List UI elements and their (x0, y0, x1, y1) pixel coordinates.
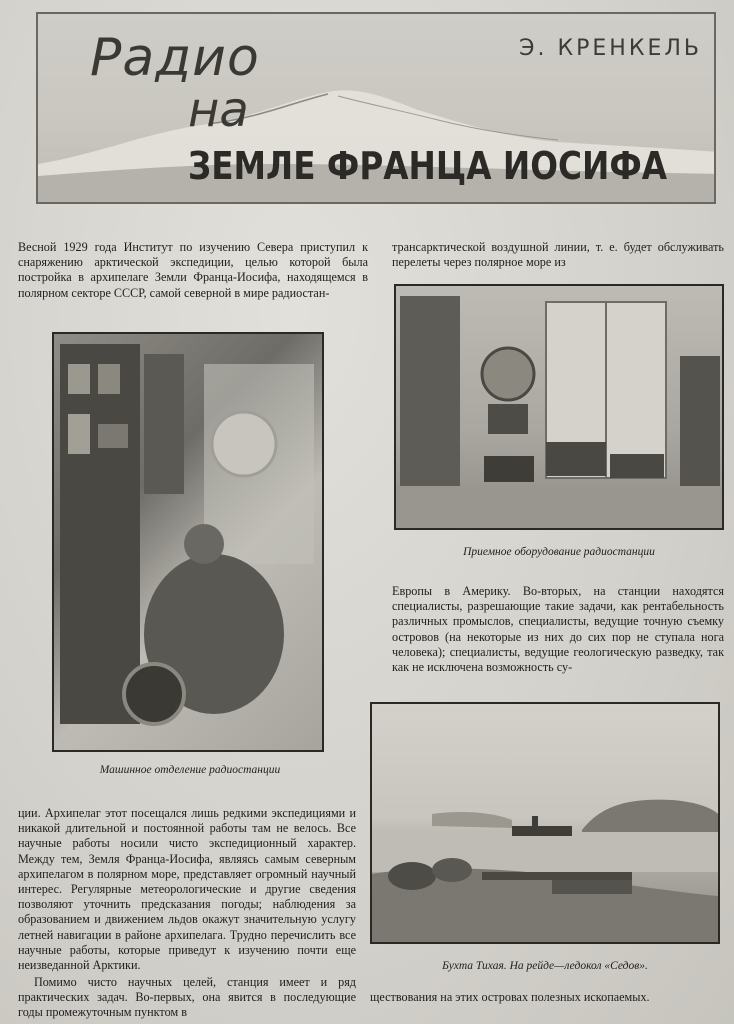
paragraph-left-last: Помимо чисто научных целей, станция имеет и ряд практических задач. Во-первых, она явится в последующие годы промежуточным пунктом в (18, 975, 356, 1020)
caption-tikhaya-bay: Бухта Тихая. На рейде—ледокол «Седов». (442, 960, 648, 972)
title-main: ЗЕМЛЕ ФРАНЦА ИОСИФА (188, 144, 668, 188)
caption-engine-room: Машинное отделение радиостанции (99, 764, 281, 776)
paragraph-right-bottom: ществования на этих островах полезных ископаемых. (370, 990, 650, 1004)
photo-tikhaya-bay (370, 702, 720, 944)
paragraph-intro: Весной 1929 года Институт по изучению Севера приступил к снаряжению арктической экспедиции, целью которой была постройка в архипелаге Земли Франца-Иосифа, находящемся в полярном секторе СССР, самой северной в мире радиостан- (18, 240, 368, 300)
photo-receiving-equipment (394, 284, 724, 530)
paragraph-left-bottom: ции. Архипелаг этот посещался лишь редкими экспедициями и никакой длительной и постоянной работы там не велось. Все научные работы носили чисто экспедиционный характер. Между тем, Земля Франца-Иосифа, являясь самым северным архипелагом в полярном море, представляет огромный научный интерес. Регулярные метеорологические и другие сведения позволяют уточнить предсказания погоды; наблюдения за образованием и движением льдов окажут значительную услугу летней навигации в районе архипелага. Трудно перечислить все научные работы, которые приведут к изучению почти еще неизведанной Арктики. (18, 806, 356, 973)
paragraph-right-mid: Европы в Америку. Во-вторых, на станции находятся специалисты, разрешающие такие задачи, как рентабельность различных промыслов, специалисты, ведущие точную съемку островов (на некоторые из них до сих пор не ступала нога человека); специалисты, ведущие геологическую разведку, так как не исключена возможность су- (392, 584, 724, 675)
author-name: Э. КРЕНКЕЛЬ (519, 36, 702, 61)
caption-receiving-equipment: Приемное оборудование радиостанции (463, 546, 655, 558)
title-na: на (188, 82, 249, 138)
paragraph-right-top: трансарктической воздушной линии, т. е. будет обслуживать перелеты через полярное море из (392, 240, 724, 270)
article-header (36, 12, 716, 204)
title-radio: Радио (90, 28, 260, 88)
photo-engine-room (52, 332, 324, 752)
